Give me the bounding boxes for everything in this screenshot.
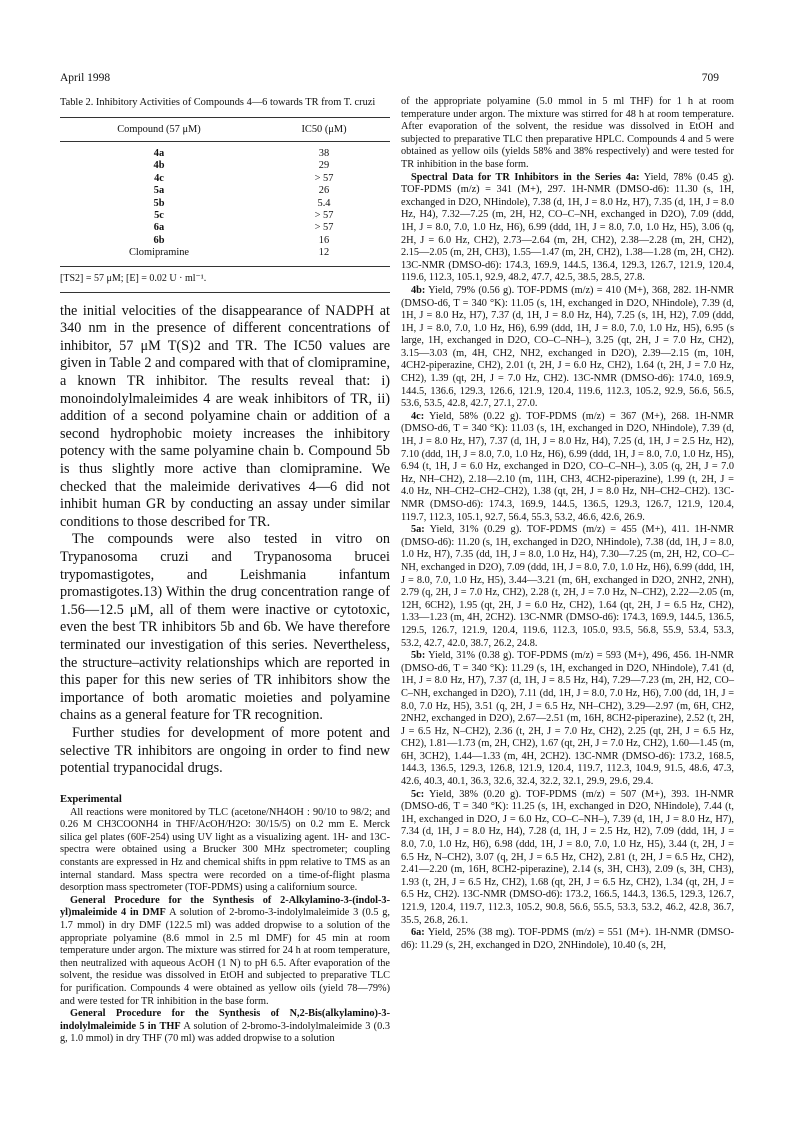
table-row [60,173,390,185]
ic50-cell: > 57 [314,210,334,222]
table-row [60,160,390,172]
compound-label: 4b: [411,284,426,296]
spectral-text: Yield, 31% (0.29 g). TOF-PDMS (m/z) = 455 (M+), 411. 1H-NMR (DMSO-d6): 11.20 (s, 1H, exchanged in D2O, NHindole), 7.38 (dd, 1H, J = 8.0, 1.0 Hz, H7), 7.35 (dd, 1H, J = 8.0, 1.0 Hz, H4), 7.30—7.25 (m, 2H, H2, CO–C–NH, exchanged in D2O), 7.09 (ddd, 1H, J = 8.0, 7.0, 1.0 Hz, H6), 6.99 (ddd, 1H, J = 8.0, 7.0, 1.0 Hz, H5), 3.44—3.21 (m, 6H, exchanged in D2O, 2NH2, 2NH), 2.79 (q, 2H, J = 7.0 Hz, CH2), 2.28 (t, 2H, J = 7.0 Hz, N–CH2), 2.22—2.05 (m, 12H, 6CH2), 1.95 (qt, 2H, J = 6.0 Hz, CH2), 1.64 (qt, 2H, J = 6.5 Hz, CH2), 1.33—1.23 (m, 4H, 2CH2). 13C-NMR (DMSO-d6): 174.3, 169.9, 144.5, 136.5, 129.5, 126.7, 121.9, 120.4, 119.6, 112.3, 105.0, 93.5, 56.8, 55.9, 53.4, 53.3, 53.2, 42.7, 42.0, 38.7, 26.2, 24.8. [401,524,734,649]
spectral-entry [401,650,734,789]
compound-label: 5b: [411,650,426,662]
spectral-text: Yield, 31% (0.38 g). TOF-PDMS (m/z) = 593 (M+), 496, 456. 1H-NMR (DMSO-d6, T = 340 °K): 11.29 (s, 1H, exchanged in D2O, NHindole), 7.41 (d, 1H, J = 8.0 Hz, H7), 7.37 (d, 1H, J = 8.5 Hz, H4), 7.29—7.23 (m, 2H, H2, CO–C–NH, exchanged in D2O), 7.11 (dd, 1H, J = 8.0, 7.0 Hz, H6), 7.00 (dd, 1H, J = 8.0, 7.0 Hz, H5), 3.51 (q, 2H, J = 6.5 Hz, NH–CH2), 3.29—2.97 (m, 6H, CH2, 2NH2, exchanged in D2O), 2.67—2.51 (m, 16H, 8CH2-piperazine), 2.52 (t, 2H, J = 6.5 Hz, N–CH2), 2.36 (t, 2H, J = 7.0 Hz, CH2), 2.25 (qt, 2H, J = 6.5 Hz, CH2), 1.81—1.73 (m, 2H, CH2), 1.67 (qt, 2H, J = 7.0 Hz, CH2), 1.60—1.45 (m, 6H, 3CH2), 1.44—1.33 (m, 4H, 2CH2). 13C-NMR (DMSO-d6): 173.2, 168.5, 144.3, 136.5, 129.3, 126.8, 121.9, 120.4, 119.7, 112.3, 104.9, 91.5, 48.6, 47.3, 42.6, 40.3, 40.1, 36.3, 32.6, 32.4, 32.2, 32.1, 29.9, 29.6, 29.4. [401,650,734,788]
column-header-ic50: IC50 (μM) [258,118,390,142]
ic50-cell: 12 [258,247,390,266]
body-paragraph: The compounds were also tested in vitro on Trypanosoma cruzi and Trypanosoma brucei trypomastigotes, and Leishmania infantum promastigotes.13) Within the drug concentration range of 1.56—12.5 μM, all of them were inactive or cytotoxic, even the best TR inhibitors 5b and 6b. We have therefore terminated our investigation of this series. Nevertheless, the structure–activity relationships which are reported in this paper for this new series of TR inhibitors show the importance of both aromatic moieties and polyamine chains as a general feature for TR recognition. [60,531,390,724]
running-header-date: April 1998 [60,72,111,84]
table-row [60,222,390,234]
spectral-text: Yield, 58% (0.22 g). TOF-PDMS (m/z) = 367 (M+), 268. 1H-NMR (DMSO-d6, T = 340 °K): 11.03 (s, 1H, exchanged in D2O, NHindole), 7.39 (d, 1H, J = 8.0 Hz, H7), 7.37 (d, 1H, J = 8.0 Hz, H4), 7.25 (d, 1H, J = 2.5 Hz, H2), 7.10 (ddd, 1H, J = 8.0, 7.0, 1.0 Hz, H6), 6.99 (ddd, 1H, J = 8.0, 7.0, 1.0 Hz, H5), 6.94 (t, 1H, J = 6.0 Hz, exchanged in D2O, CO–C–NH–), 3.05 (q, 2H, J = 7.0 Hz, NH–CH2), 2.18—2.10 (m, 11H, CH3, 4CH2-piperazine), 1.99 (t, 2H, J = 4.0 Hz, NH–CH2–CH2–CH2), 1.38 (qt, 2H, J = 8.0 Hz, NH–CH2–CH2). 13C-NMR (DMSO-d6): 174.3, 169.9, 144.5, 136.5, 129.3, 126.7, 121.9, 120.4, 119.7, 112.3, 105.1, 92.7, 56.4, 55.3, 53.2, 46.6, 42.6, 26.9. [401,410,734,523]
procedure-continuation: of the appropriate polyamine (5.0 mmol in 5 ml THF) for 1 h at room temperature under argon. The mixture was stirred for 48 h at room temperature. After evaporation of the solvent, the residue was dissolved in EtOH and subjected to preparative TLC then preparative HPLC. Compounds 4 and 5 were obtained as yellow oils (yields 58% and 38% respectively) and were tested for TR inhibition in the base form. [401,96,734,170]
table-caption: Table 2. Inhibitory Activities of Compounds 4—6 towards TR from T. cruzi [60,97,376,108]
inhibition-table [60,117,390,267]
body-paragraph: Further studies for development of more potent and selective TR inhibitors are ongoing in order to find new potential trypanocidal drugs. [60,724,390,777]
compound-label: 5c: [411,788,425,800]
spectral-section-title: Spectral Data for TR Inhibitors in the Series [411,171,622,183]
table-row [60,198,390,210]
left-column [60,96,390,1046]
spectral-entry [401,789,734,928]
procedure-paragraph [60,1008,390,1046]
table-row [60,235,390,247]
ic50-cell: 16 [318,234,330,246]
compound-cell: 4c [154,172,164,184]
table-row [60,247,390,266]
compound-cell: 5c [154,210,164,222]
page-number: 709 [701,72,719,84]
ic50-cell: 26 [318,185,330,197]
ic50-cell: 29 [318,160,330,172]
procedure-title: General Procedure for the Synthesis of N,2-Bis(alkylamino)-3-indolylmaleimide 5 in THF [60,1008,390,1032]
table-footnote: [TS2] = 57 μM; [E] = 0.02 U · ml⁻¹. [60,273,390,293]
compound-cell: 5b [153,197,165,209]
body-paragraph: the initial velocities of the disappearance of NADPH at 340 nm in the presence of different concentrations of inhibitor, 57 μM T(S)2 and TR. The IC50 values are given in Table 2 and compared with that of clomipramine, a known TR inhibitor. The results reveal that: i) monoindolylmaleimides 4 are weak inhibitors of TR, ii) addition of a second polyamine chain or addition of a second hydrophobic moiety increases the inhibitory potency with the same polyamine chain b. Compound 5b is thus slightly more active than clomipramine. We checked that the maleimide derivatives 4—6 did not inhibit human GR by conducting an assay under similar conditions to those described for TR. [60,302,390,530]
experimental-paragraph: All reactions were monitored by TLC (acetone/NH4OH : 90/10 to 98/2; and 0.26 M CH3COONH4 in THF/AcOH/H2O: 30/15/5) on 0.2 mm E. Merck silica gel plates (60F-254) using UV light as a visualizing agent. 1H- and 13C-spectra were obtained using a Brucker 300 MHz spectrometer; coupling constants are expressed in Hz and chemical shifts in ppm relative to TMS as an internal standard. Mass spectra were recorded on a time-of-flight plasma desorption mass spectrometer (TOF-PDMS) using a californium source. [60,806,390,894]
ic50-cell: > 57 [314,222,334,234]
spectral-text: Yield, 25% (38 mg). TOF-PDMS (m/z) = 551 (M+). 1H-NMR (DMSO-d6): 11.29 (s, 2H, exchanged in D2O, 2NHindole), 10.40 (s, 2H, [401,927,734,951]
ic50-cell: > 57 [314,172,334,184]
compound-cell: 6a [153,222,165,234]
compound-label: 5a: [411,524,425,536]
ic50-cell: 5.4 [317,197,331,209]
spectral-entry [401,285,734,411]
spectral-text: Yield, 78% (0.45 g). TOF-PDMS (m/z) = 341 (M+), 297. 1H-NMR (DMSO-d6): 11.30 (s, 1H, exchanged in D2O, NHindole), 7.38 (d, 1H, J = 8.0 Hz, H7), 7.35 (d, 1H, J = 8.0 Hz, H4), 7.32—7.25 (m, 2H, H2, CO–C–NH, exchanged in D2O), 7.09 (ddd, 1H, J = 8.0, 7.0, 1.0 Hz, H6), 6.99 (ddd, 1H, J = 8.0, 7.0, 1.0 Hz, H5), 3.06 (q, 2H, J = 6.0 Hz, CH2), 2.73—2.64 (m, 2H, CH2), 2.38—2.28 (m, 2H, CH2), 2.15—2.05 (m, 2H, CH3), 1.55—1.47 (m, 2H, CH2), 1.38—1.28 (m, 2H, CH2). 13C-NMR (DMSO-d6): 174.3, 169.9, 144.5, 136.4, 129.3, 126.7, 121.9, 120.4, 119.6, 112.3, 105.1, 92.9, 48.2, 47.7, 42.5, 38.5, 28.5, 27.8. [401,171,734,284]
table-row [60,185,390,197]
compound-cell: 4a [153,148,165,159]
table-row [60,142,390,161]
procedure-text: A solution of 2-bromo-3-indolylmaleimide 3 (0.3 g, 1.0 mmol) in dry THF (70 ml) was added dropwise to a solution [60,1020,390,1045]
spectral-entry [401,172,734,285]
spectral-text: Yield, 38% (0.20 g). TOF-PDMS (m/z) = 507 (M+), 393. 1H-NMR (DMSO-d6, T = 340 °K): 11.25 (s, 1H, exchanged in D2O, NHindole), 7.44 (t, 1H, exchanged in D2O, J = 6.0 Hz, CO–C–NH–), 7.39 (d, 1H, J = 8.0 Hz, H7), 7.34 (d, 1H, J = 8.0 Hz, H4), 7.28 (d, 1H, J = 2.5 Hz, H2), 7.09 (ddd, 1H, J = 8.0, 7.0, 1.0 Hz, H6), 6.98 (ddd, 1H, J = 8.0, 7.0, 1.0 Hz, H5), 3.44 (t, 2H, J = 6.5 Hz, N–CH2), 3.07 (q, 2H, J = 6.5 Hz, CH2), 2.81 (t, 2H, J = 6.5 Hz, CH2), 2.41—2.20 (m, 16H, 8CH2-piperazine), 2.14 (s, 3H, CH3), 2.09 (s, 3H, CH3), 1.93 (t, 2H, J = 6.5 Hz, CH2), 1.68 (qt, 2H, J = 6.5 Hz, CH2), 1.34 (qt, 2H, J = 6.5 Hz, CH2). 13C-NMR (DMSO-d6): 173.2, 166.5, 144.3, 136.5, 129.3, 126.7, 121.9, 120.4, 119.7, 112.3, 105.2, 90.8, 56.6, 55.5, 53.3, 53.2, 46.2, 42.8, 36.7, 35.5, 26.8, 26.1. [401,788,734,926]
spectral-entry [401,524,734,650]
compound-cell: Clomipramine [60,247,258,266]
compound-label: 4c: [411,410,425,422]
procedure-paragraph [60,895,390,1008]
compound-label: 4a: [625,171,640,183]
ic50-cell: 38 [318,148,330,159]
table-row [60,210,390,222]
column-header-compound: Compound (57 μM) [60,118,258,142]
compound-cell: 5a [153,185,165,197]
section-heading-experimental: Experimental [60,793,122,805]
procedure-text: A solution of 2-bromo-3-indolylmaleimide 3 (0.5 g, 1.7 mmol) in dry DMF (122.5 ml) was added dropwise to a solution of the appropriate polyamine (8.6 mmol in 2.5 ml DMF) for 45 min at room temperature under argon. The mixture was stirred for 24 h at room temperature, then neutralized with aqueous AcOH (1 N) to pH 6.5. After evaporation of the solvent, the residue was dissolved in EtOH and subjected to preparative TLC for purification. Compounds 4 were obtained as yellow oils (yield 78—79%) and were tested for TR inhibition in the base form. [60,907,390,1007]
compound-cell: 4b [153,160,165,172]
spectral-text: Yield, 79% (0.56 g). TOF-PDMS (m/z) = 410 (M+), 368, 282. 1H-NMR (DMSO-d6, T = 340 °K): 11.05 (s, 1H, exchanged in D2O, NHindole), 7.39 (d, 1H, J = 8.0 Hz, H7), 7.37 (d, 1H, J = 8.0 Hz, H4), 7.25 (s, 1H, H2), 7.09 (ddd, 1H, J = 8.0, 7.0, 1.0 Hz, H6), 6.99 (ddd, 1H, J = 8.0, 7.0, 1.0 Hz, H5), 6.95 (s large, 1H, exchanged in D2O, CO–C–NH–), 3.25 (qt, 2H, J = 7.0 Hz, CH2), 3.15—3.03 (m, 4H, CH2, NH2, exchanged in D2O), 2.39—2.15 (m, 10H, 4CH2-piperazine, CH2), 2.01 (t, 2H, J = 6.0 Hz, CH2), 1.64 (t, 2H, J = 7.0 Hz, CH2), 1.39 (qt, 2H, J = 7.0 Hz, CH2). 13C-NMR (DMSO-d6): 174.0, 169.9, 144.5, 136.6, 129.3, 126.6, 121.9, 120.4, 119.6, 112.3, 105.2, 92.9, 56.6, 56.5, 53.6, 53.5, 42.8, 42.7, 27.1, 27.0. [401,284,734,410]
right-column [401,96,734,952]
compound-cell: 6b [153,234,165,246]
procedure-title: General Procedure for the Synthesis of 2-Alkylamino-3-(indol-3-yl)maleimide 4 in DMF [60,894,390,919]
spectral-entry [401,927,734,952]
spectral-entry [401,411,734,524]
compound-label: 6a: [411,927,425,939]
